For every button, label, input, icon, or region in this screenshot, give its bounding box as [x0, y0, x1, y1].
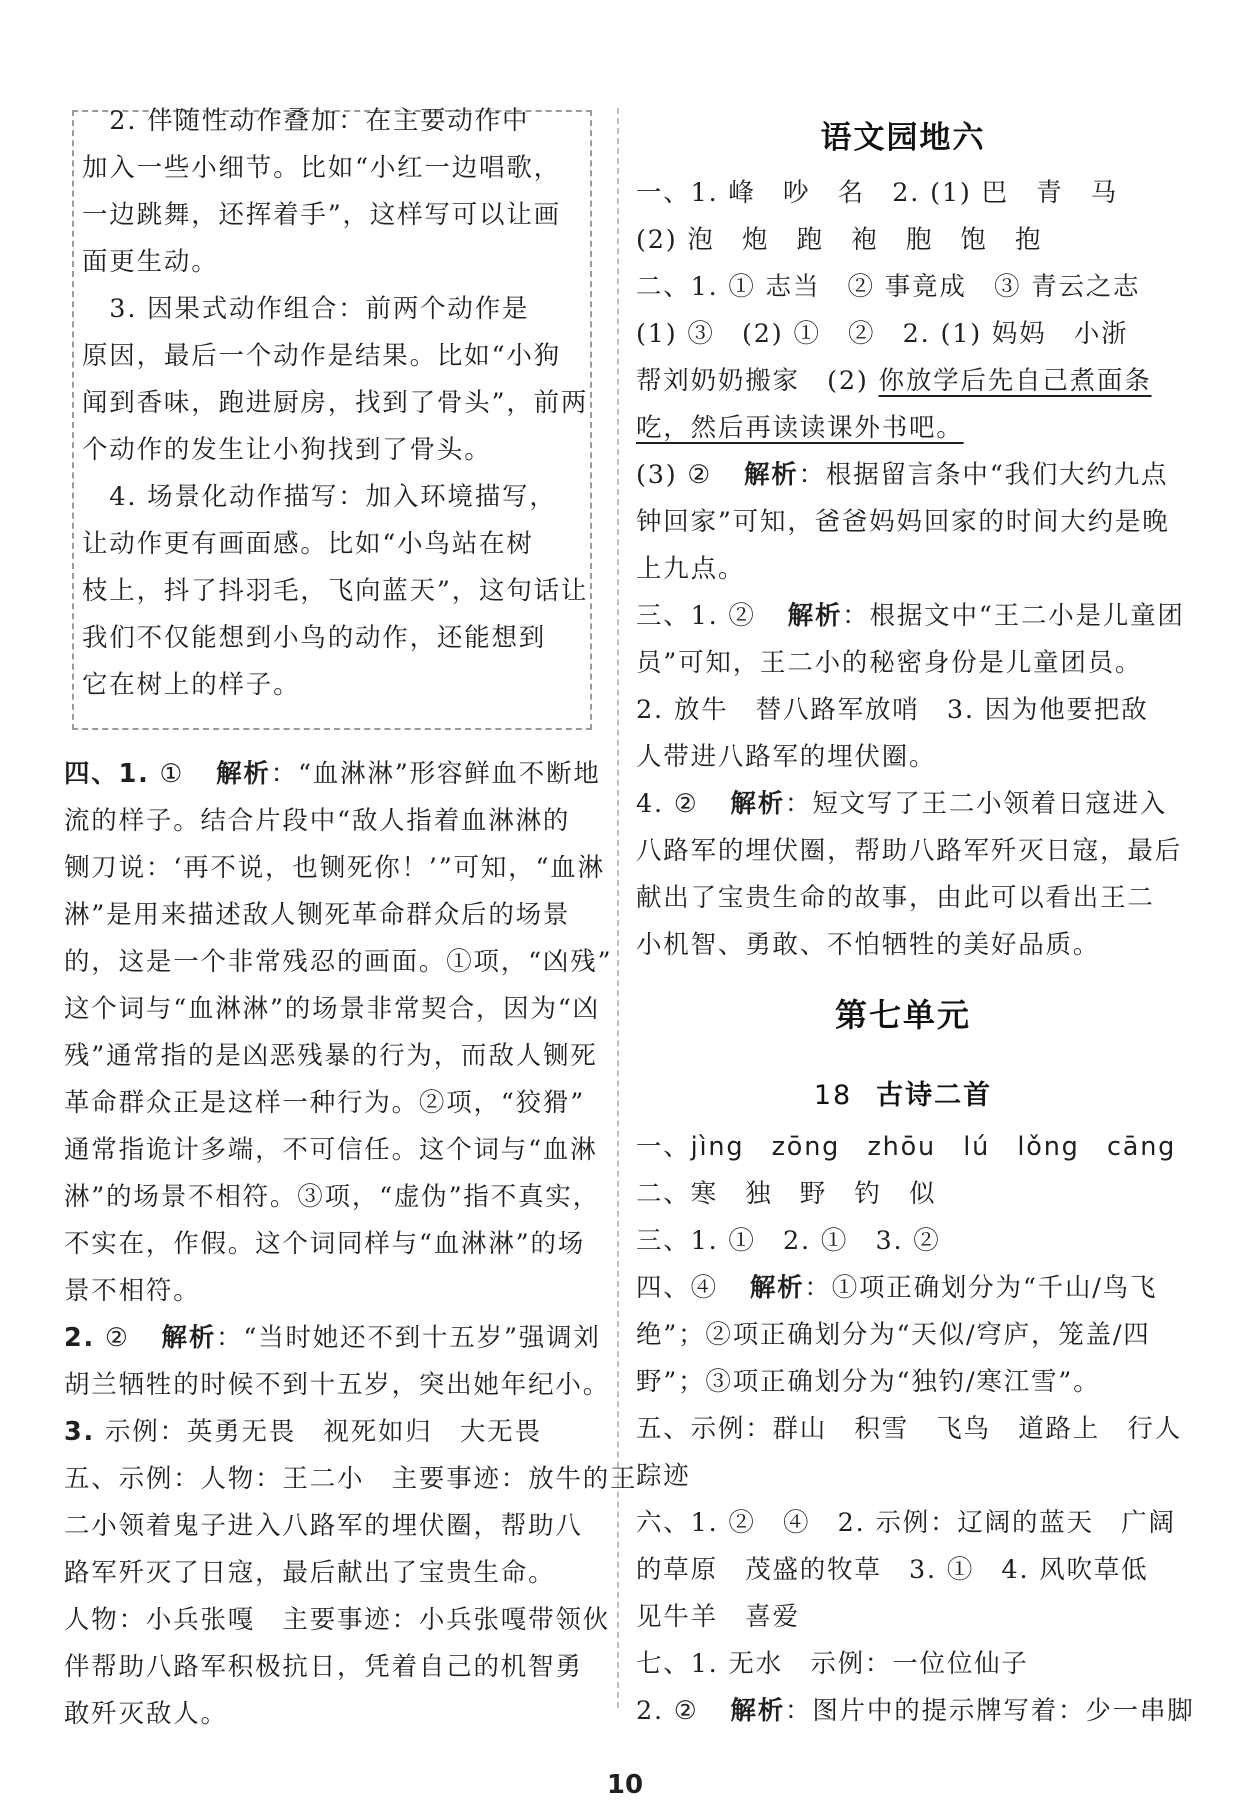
text-line: 人物：小兵张嘎 主要事迹：小兵张嘎带领伙: [64, 1605, 611, 1635]
analysis-tag: 解析: [744, 460, 799, 490]
text-line: 不实在，作假。这个词同样与“血淋淋”的场: [64, 1229, 586, 1259]
answer-s4-q3: [64, 1417, 542, 1447]
analysis-text: ：“当时她还不到十五岁”强调刘: [216, 1323, 601, 1353]
text-line: [636, 413, 964, 443]
box-line: 4. 场景化动作描写：加入环境描写，: [82, 482, 557, 512]
text-line: 淋”的场景不相符。③项，“虚伪”指不真实，: [64, 1182, 600, 1212]
underlined-answer: 吃，然后再读读课外书吧。: [636, 413, 964, 443]
text-line: 人带进八路军的埋伏圈。: [636, 742, 937, 772]
analysis-tag: 解析: [216, 759, 271, 789]
text-line: 2. 放牛 替八路军放哨 3. 因为他要把敌: [636, 695, 1149, 725]
box-line: 枝上，抖了抖羽毛，飞向蓝天”，这句话让: [82, 576, 589, 606]
analysis-tag: 解析: [730, 789, 786, 819]
text-line: 革命群众正是这样一种行为。②项，“狡猾”: [64, 1088, 586, 1118]
text-line: 五、示例：人物：王二小 主要事迹：放牛的王: [64, 1464, 638, 1494]
analysis-text: ：根据留言条中“我们大约九点: [798, 460, 1169, 490]
text-line: 六、1. ② ④ 2. 示例：辽阔的蓝天 广阔: [636, 1508, 1176, 1538]
analysis-text: ：根据文中“王二小是儿童团: [842, 601, 1185, 631]
box-line: 3. 因果式动作组合：前两个动作是: [82, 294, 530, 324]
text-line: [636, 366, 1152, 396]
text-line: 二小领着鬼子进入八路军的埋伏圈，帮助八: [64, 1511, 583, 1541]
text-line: 胡兰牺牲的时候不到十五岁，突出她年纪小。: [64, 1370, 611, 1400]
unit-title: 第七单元: [834, 996, 971, 1034]
text-line: 小机智、勇敢、不怕牺牲的美好品质。: [636, 930, 1101, 960]
underlined-answer: 你放学后先自己煮面条: [878, 366, 1152, 396]
page-number: 10: [606, 1770, 644, 1800]
analysis-text: ：①项正确划分为“千山/鸟飞: [804, 1273, 1158, 1303]
text-line: 淋”是用来描述敌人铡死革命群众后的场景: [64, 900, 571, 930]
text-line: 踪迹: [636, 1461, 691, 1491]
answer-s7-q2: [636, 1696, 1195, 1726]
text-line: 见牛羊 喜爱: [636, 1602, 800, 1632]
answer-s3-q1: [636, 601, 1185, 631]
answer-s4: [636, 1273, 1157, 1303]
box-line: 闻到香味，跑进厨房，找到了骨头”，前两: [82, 388, 589, 418]
text-line: 献出了宝贵生命的故事，由此可以看出王二: [636, 883, 1155, 913]
box-line: 让动作更有画面感。比如“小鸟站在树: [82, 529, 534, 559]
answer-number: 2.: [64, 1323, 96, 1353]
analysis-text: ：短文写了王二小领着日寇进入: [785, 789, 1168, 819]
text-line: 残”通常指的是凶恶残暴的行为，而敌人铡死: [64, 1041, 598, 1071]
answer-s4-q1: [64, 759, 601, 789]
analysis-text: ：“血淋淋”形容鲜血不断地: [270, 759, 601, 789]
answer-choice: ②: [104, 1323, 130, 1353]
text-plain: 帮刘奶奶搬家 (2): [636, 366, 879, 396]
lesson-number: 18: [813, 1080, 853, 1111]
box-line: 加入一些小细节。比如“小红一边唱歌，: [82, 153, 561, 183]
text-line: 三、1. ① 2. ① 3. ②: [636, 1226, 941, 1256]
analysis-tag: 解析: [787, 601, 843, 631]
text-line: 上九点。: [636, 554, 746, 584]
text-line: 五、示例：群山 积雪 飞鸟 道路上 行人: [636, 1414, 1183, 1444]
text-line: 绝”；②项正确划分为“天似/穹庐，笼盖/四: [636, 1320, 1151, 1350]
answer-number: 3.: [64, 1417, 96, 1447]
box-line: 我们不仅能想到小鸟的动作，还能想到: [82, 623, 547, 653]
lesson-title: [636, 1073, 1170, 1112]
answer-number: (3) ②: [636, 460, 713, 490]
answer-number: 四、④: [636, 1273, 718, 1303]
pinyin-line: 一、jìng zōng zhōu lú lǒng cāng: [636, 1132, 1177, 1162]
text-line: 钟回家”可知，爸爸妈妈回家的时间大约是晚: [636, 507, 1170, 537]
answer-number: 2. ②: [636, 1696, 699, 1726]
analysis-tag: 解析: [749, 1273, 805, 1303]
text-line: 的草原 茂盛的牧草 3. ① 4. 风吹草低: [636, 1555, 1149, 1585]
analysis-tag: 解析: [730, 1696, 786, 1726]
text-line: 景不相符。: [64, 1276, 201, 1306]
text-line: 通常指诡计多端，不可信任。这个词与“血淋: [64, 1135, 598, 1165]
box-line: 2. 伴随性动作叠加：在主要动作中: [82, 106, 530, 136]
text-line: 路军歼灭了日寇，最后献出了宝贵生命。: [64, 1558, 556, 1588]
answer-s3-q4: [636, 789, 1167, 819]
answer-number: 四、1.: [64, 759, 150, 789]
lesson-name: 古诗二首: [876, 1080, 993, 1111]
answer-choice: ①: [159, 759, 185, 789]
text-line: (2) 泡 炮 跑 袍 胞 饱 抱: [636, 225, 1043, 255]
text-line: 流的样子。结合片段中“敌人指着血淋淋的: [64, 806, 571, 836]
text-line: 野”；③项正确划分为“独钓/寒江雪”。: [636, 1367, 1101, 1397]
text-line: 的，这是一个非常残忍的画面。①项，“凶残”: [64, 947, 613, 977]
box-line: 原因，最后一个动作是结果。比如“小狗: [82, 341, 561, 371]
text-line: 八路军的埋伏圈，帮助八路军歼灭日寇，最后: [636, 836, 1183, 866]
section-title: 语文园地六: [820, 120, 986, 156]
text-line: 员”可知，王二小的秘密身份是儿童团员。: [636, 648, 1143, 678]
answer-number: 三、1. ②: [636, 601, 756, 631]
text-line: (1) ③ (2) ① ② 2. (1) 妈妈 小浙: [636, 319, 1129, 349]
answer-number: 4. ②: [636, 789, 699, 819]
analysis-tag: 解析: [161, 1323, 217, 1353]
box-line: 它在树上的样子。: [82, 670, 301, 700]
analysis-text: ：图片中的提示牌写着：少一串脚: [785, 1696, 1195, 1726]
box-line: 面更生动。: [82, 247, 219, 277]
text-line: 七、1. 无水 示例：一位位仙子: [636, 1649, 1029, 1679]
answer-s2-q3: [636, 460, 1168, 490]
text-line: 铡刀说：‘再不说，也铡死你！’”可知，“血淋: [64, 853, 605, 883]
answer-s4-q2: [64, 1323, 601, 1353]
text-line: 敢歼灭敌人。: [64, 1699, 228, 1729]
text-line: 二、1. ① 志当 ② 事竟成 ③ 青云之志: [636, 272, 1141, 302]
answer-text: 示例：英勇无畏 视死如归 大无畏: [104, 1417, 542, 1447]
text-line: 二、寒 独 野 钓 似: [636, 1179, 937, 1209]
text-line: 一、1. 峰 吵 名 2. (1) 巴 青 马: [636, 178, 1118, 208]
text-line: 伴帮助八路军积极抗日，凭着自己的机智勇: [64, 1652, 583, 1682]
text-line: 这个词与“血淋淋”的场景非常契合，因为“凶: [64, 994, 600, 1024]
box-line: 个动作的发生让小狗找到了骨头。: [82, 435, 492, 465]
box-line: 一边跳舞，还挥着手”，这样写可以让画: [82, 200, 561, 230]
